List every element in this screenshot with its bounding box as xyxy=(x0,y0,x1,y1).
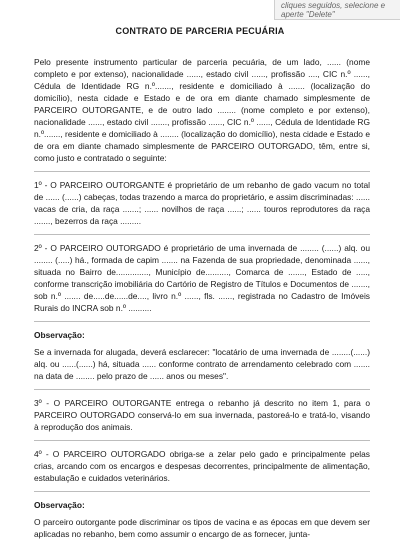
section-divider xyxy=(34,234,370,235)
section-divider xyxy=(34,321,370,322)
section-divider xyxy=(34,440,370,441)
section-divider xyxy=(34,389,370,390)
observation-2-text: O parceiro outorgante pode discriminar os tipos de vacina e as épocas em que devem ser aplicadas no rebanho, bem como assumir o encargo de as fornecer, junta- xyxy=(34,517,370,539)
clause-4-paragraph: 4º - O PARCEIRO OUTORGADO obriga-se a zelar pelo gado e principalmente pelas crias, arcando com os encargos e despesas decorrentes, principalmente de alimentação, estabulação e cuidados veterinários. xyxy=(34,449,370,483)
intro-paragraph: Pelo presente instrumento particular de parceria pecuária, de um lado, ...... (nome completo e por extenso), nacionalidade ......, estado civil ......, profissão ...., CIC n.º ......, Cédula de Identidade RG n.º......., residente e domiciliado à ....... (localização do domicílio), nesta cidade e Estado e de ora em diante chamado simplesmente de PARCEIRO OUTORGANTE, e de outro lado ........ (nome completo e por extenso), nacionalidade ......, estado civil ......., profissão ......, CIC n.º ......, Cédula de Identidade RG n.º......., residente e domiciliado à ........ (localização do domicílio), nesta cidade e Estado e de ora em diante chamado simplesmente de PARCEIRO OUTORGADO, têm, entre si, como justo e contratado o seguinte: xyxy=(34,57,370,163)
document-title: CONTRATO DE PARCERIA PECUÁRIA xyxy=(115,26,285,36)
clause-2-paragraph: 2º - O PARCEIRO OUTORGADO é proprietário de uma invernada de ........ (......) alq. ou ........ (.....) há., formada de capim ....... na Fazenda de sua propriedade, denominada ......, situada no Bairro de.............., Município de.........., Comarca de ......., Estado de ....., conforme transcrição imobiliária do Cartório de Registro de Títulos e Documentos de ......., sob n.º ....... de.....de......de...., livro n.º ......, fls. ......, registrada no Cadastro de Imóveis Rurais do INCRA sob n.º .......... xyxy=(34,243,370,313)
section-divider xyxy=(34,491,370,492)
clause-1-paragraph: 1º - O PARCEIRO OUTORGANTE é proprietário de um rebanho de gado vacum no total de ...... (......) cabeças, todas trazendo a marca do proprietário, e assim discriminadas: ...... vacas de cria, da raça .......; ...... novilhos de raça ......; ...... touros reprodutores da raça ......., bezerros da raça ......... xyxy=(34,180,370,226)
observation-1-heading: Observação: xyxy=(34,330,85,340)
observation-2-heading: Observação: xyxy=(34,500,85,510)
clause-3-paragraph: 3º - O PARCEIRO OUTORGANTE entrega o rebanho já descrito no item 1, para o PARCEIRO OUTORGADO conservá-lo em sua invernada, pastoreá-lo e tratá-lo, visando à reprodução dos animais. xyxy=(34,398,370,432)
section-divider xyxy=(34,171,370,172)
document-body xyxy=(34,56,370,547)
observation-1-text: Se a invernada for alugada, deverá esclarecer: "locatário de uma invernada de ........(......) alq. ou ......(......) há, situada ...... conforme contrato de arrendamento celebrado com ....... na data de ........ pelo prazo de ...... anos ou meses". xyxy=(34,347,370,381)
delete-tip-text: cliques seguidos, selecione e aperte "Delete" xyxy=(281,1,386,19)
delete-tip-box xyxy=(274,0,400,20)
